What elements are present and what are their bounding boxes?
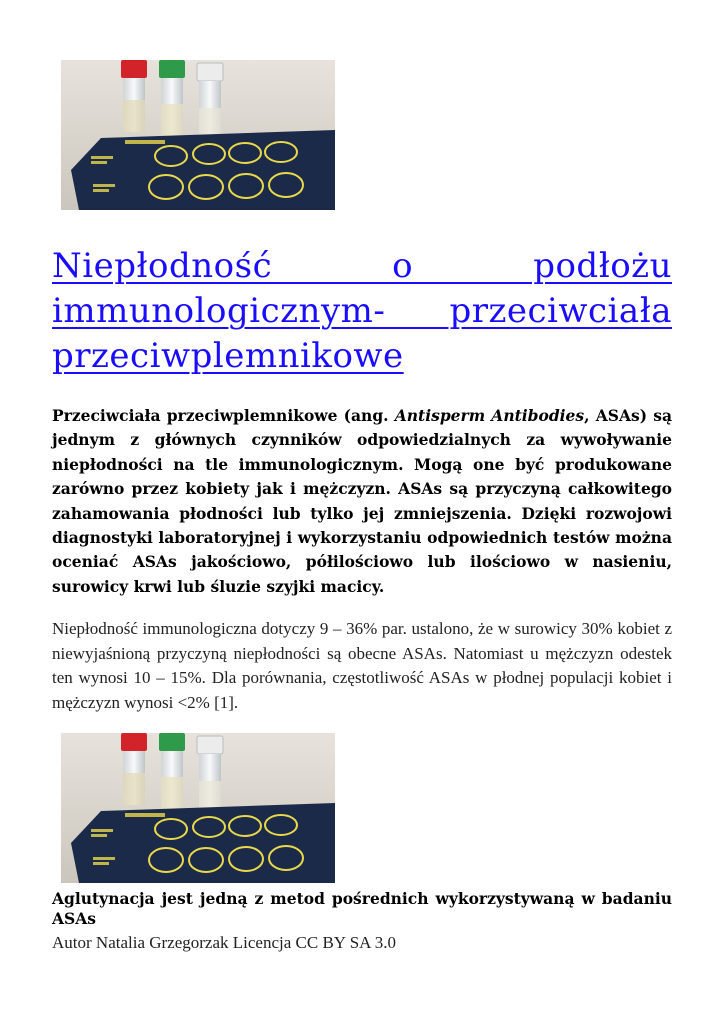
image-credit: Autor Natalia Grzegorzak Licencja CC BY SA 3.0	[52, 933, 396, 952]
test-kit-illustration	[61, 60, 335, 210]
green-tube	[159, 60, 185, 136]
white-tube	[197, 63, 223, 136]
article-lead	[52, 404, 672, 599]
article-title[interactable]	[52, 244, 672, 379]
red-tube	[121, 60, 147, 132]
lead-text-start: Przeciwciała przeciwplemnikowe (ang.	[52, 406, 395, 425]
green-tube	[159, 733, 185, 809]
article-paragraph: Niepłodność immunologiczna dotyczy 9 – 36% par. ustalono, że w surowicy 30% kobiet z niewyjaśnioną przyczyną niepłodności są obecne ASAs. Natomiast u mężczyzn odestek ten wynosi 10 – 15%. Dla porównania, częstotliwość ASAs w płodnej populacji kobiet i mężczyzn wynosi <2% [1].	[52, 619, 672, 712]
red-tube	[121, 733, 147, 805]
test-kit-photo	[61, 60, 335, 210]
lead-text-end: , ASAs) są jednym z głównych czynników odpowiedzialnych za wywoływanie niepłodności na tle immunologicznym. Mogą one być produkowane zarówno przez kobiety jak i mężczyzn. ASAs są przyczyną całkowitego zahamowania płodności lub tylko jej zmniejszenia. Dzięki rozwojowi diagnostyki laboratoryjnej i wykorzystaniu odpowiednich testów można oceniać ASAs jakościowo, półilościowo lub ilościowo w nasieniu, surowicy krwi lub śluzie szyjki macicy.	[52, 406, 672, 596]
article-title-link[interactable]: Niepłodność o podłożu immunologicznym- przeciwciała przeciwplemnikowe	[52, 246, 672, 376]
lead-emphasis: Antisperm Antibodies	[394, 406, 585, 425]
test-kit-illustration-second	[61, 733, 335, 883]
test-kit-photo-second	[61, 733, 335, 883]
image-caption: Aglutynacja jest jedną z metod pośrednich wykorzystywaną w badaniu ASAs	[52, 889, 672, 928]
white-tube	[197, 736, 223, 809]
